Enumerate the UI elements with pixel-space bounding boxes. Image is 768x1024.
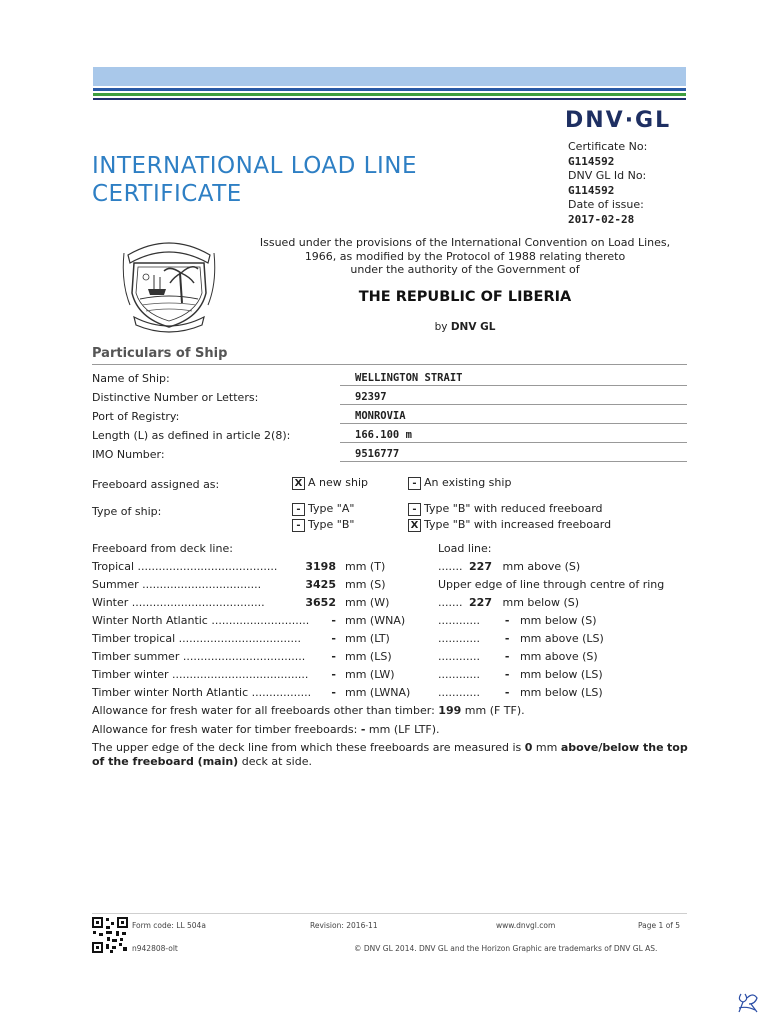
- load-line-entry: [438, 684, 603, 702]
- freeboard-value: -: [331, 632, 336, 645]
- freeboard-value: -: [331, 686, 336, 699]
- leader-dots: .......: [438, 560, 463, 573]
- deck-line-unit: mm: [535, 741, 558, 754]
- ship-name-label: Name of Ship:: [92, 372, 170, 385]
- freeboard-unit: mm (WNA): [345, 614, 406, 627]
- new-ship-text: A new ship: [308, 476, 368, 489]
- ship-name-value: WELLINGTON STRAIT: [355, 372, 463, 384]
- field-underline: [340, 442, 687, 443]
- particulars-heading: Particulars of Ship: [92, 346, 228, 361]
- document-reference: n942808-olt: [132, 944, 178, 953]
- certificate-meta: [568, 140, 647, 227]
- field-underline: [340, 461, 687, 462]
- load-line-entry: [438, 594, 579, 612]
- type-b-increased-option: [408, 518, 611, 532]
- freeboard-value: -: [331, 650, 336, 663]
- fresh-water-label: Allowance for fresh water for all freeboards other than timber:: [92, 704, 435, 717]
- load-line-header: Load line:: [438, 542, 492, 555]
- type-a-checkbox: -: [292, 503, 305, 516]
- leader-dots: .......: [438, 596, 463, 609]
- port-of-registry-label: Port of Registry:: [92, 410, 180, 423]
- certificate-no-value: G114592: [568, 154, 615, 168]
- leader-dots: ............: [438, 614, 480, 627]
- freeboard-name: Winter North Atlantic: [92, 614, 208, 627]
- leader-dots: ............: [438, 686, 480, 699]
- header-band: [93, 67, 686, 86]
- freeboard-assigned-label: Freeboard assigned as:: [92, 478, 220, 491]
- load-line-entry: [438, 666, 603, 684]
- timber-fresh-water-unit: mm (LF LTF).: [368, 723, 440, 736]
- header-rule-blue: [93, 88, 686, 91]
- load-line-desc: mm above (LS): [519, 632, 604, 645]
- ship-type-label: Type of ship:: [92, 505, 162, 518]
- existing-ship-checkbox: -: [408, 477, 421, 490]
- load-line-desc: mm below (S): [502, 596, 580, 609]
- deck-line-value: 0: [524, 741, 533, 754]
- leader-dots: ............................: [207, 614, 310, 627]
- leader-dots: .................: [248, 686, 312, 699]
- freeboard-value: 3198: [305, 560, 336, 573]
- leader-dots: ............: [438, 632, 480, 645]
- freeboard-row-label: [92, 684, 311, 702]
- type-b-text: Type "B": [308, 518, 355, 531]
- load-line-value: -: [504, 614, 510, 627]
- freeboard-row-label: [92, 630, 301, 648]
- freeboard-unit: mm (LW): [345, 668, 395, 681]
- load-line-desc: Upper edge of line through centre of ring: [438, 578, 665, 591]
- imo-number-value: 9516777: [355, 448, 400, 460]
- deck-line-statement: [92, 741, 692, 769]
- type-a-option: [292, 502, 354, 516]
- type-b-reduced-text: Type "B" with reduced freeboard: [424, 502, 603, 515]
- title-line-2: CERTIFICATE: [92, 181, 242, 207]
- form-code: Form code: LL 504a: [132, 921, 206, 930]
- header-rule-green: [93, 93, 686, 96]
- issued-line-1: Issued under the provisions of the International Convention on Load Lines,: [259, 236, 671, 249]
- length-label: Length (L) as defined in article 2(8):: [92, 429, 291, 442]
- load-line-value: 227: [469, 596, 492, 609]
- freeboard-row-label: [92, 666, 308, 684]
- type-a-text: Type "A": [308, 502, 355, 515]
- imo-number-label: IMO Number:: [92, 448, 165, 461]
- load-line-value: 227: [469, 560, 492, 573]
- issued-by-prefix: by: [434, 321, 448, 333]
- dnvgl-id-value: G114592: [568, 183, 615, 197]
- timber-fresh-water-value: -: [360, 723, 366, 736]
- freeboard-value: 3652: [305, 596, 336, 609]
- date-of-issue-label: Date of issue:: [568, 198, 644, 211]
- load-line-entry: [438, 558, 580, 576]
- fresh-water-allowance: [92, 704, 525, 717]
- timber-fresh-water-allowance: [92, 723, 440, 736]
- freeboard-row-label: [92, 612, 309, 630]
- type-b-increased-checkbox: X: [408, 519, 421, 532]
- liberia-seal-icon: [120, 233, 218, 333]
- type-b-option: [292, 518, 354, 532]
- leader-dots: ......................................: [128, 596, 265, 609]
- distinctive-number-label: Distinctive Number or Letters:: [92, 391, 259, 404]
- type-b-reduced-checkbox: -: [408, 503, 421, 516]
- distinctive-number-value: 92397: [355, 391, 387, 403]
- timber-fresh-water-label: Allowance for fresh water for timber freeboards:: [92, 723, 358, 736]
- field-underline: [340, 423, 687, 424]
- freeboard-unit: mm (LT): [345, 632, 390, 645]
- field-underline: [340, 404, 687, 405]
- type-b-checkbox: -: [292, 519, 305, 532]
- load-line-value: -: [504, 686, 510, 699]
- revision: Revision: 2016-11: [310, 921, 378, 930]
- document-title: [92, 152, 417, 208]
- page-number: Page 1 of 5: [638, 921, 681, 930]
- freeboard-row-label: [92, 576, 261, 594]
- issued-line-2: 1966, as modified by the Protocol of 1988 relating thereto: [304, 249, 626, 263]
- freeboard-unit: mm (W): [345, 596, 390, 609]
- leader-dots: ............: [438, 668, 480, 681]
- deck-line-position: above/below the: [560, 741, 664, 754]
- leader-dots: .......................................: [168, 668, 309, 681]
- header-rule-navy: [93, 98, 686, 100]
- deck-line-prefix: The upper edge of the deck line from which these freeboards are measured is: [92, 741, 522, 754]
- type-b-reduced-option: [408, 502, 603, 516]
- handwritten-initials-icon: [735, 988, 761, 1016]
- load-line-desc: mm above (S): [502, 560, 581, 573]
- load-line-entry: [438, 576, 664, 594]
- deck-line-deck: top of the freeboard (main): [92, 741, 688, 768]
- load-line-desc: mm below (S): [519, 614, 597, 627]
- freeboard-unit: mm (T): [345, 560, 386, 573]
- date-of-issue-value: 2017-02-28: [568, 212, 635, 226]
- fresh-water-unit: mm (F TF).: [464, 704, 525, 717]
- type-b-increased-text: Type "B" with increased freeboard: [424, 518, 612, 531]
- load-line-entry: [438, 648, 598, 666]
- certificate-no-label: Certificate No:: [568, 140, 648, 153]
- freeboard-name: Timber summer: [92, 650, 180, 663]
- load-line-value: -: [504, 650, 510, 663]
- title-line-1: INTERNATIONAL LOAD LINE: [92, 153, 417, 179]
- load-line-value: -: [504, 668, 510, 681]
- freeboard-value: -: [331, 614, 336, 627]
- freeboard-name: Tropical: [92, 560, 134, 573]
- load-line-entry: [438, 630, 604, 648]
- issued-by-org: DNV GL: [450, 321, 496, 333]
- section-divider: [92, 364, 687, 365]
- freeboard-name: Winter: [92, 596, 129, 609]
- existing-ship-option: [408, 476, 511, 490]
- leader-dots: ............: [438, 650, 480, 663]
- footer-divider: [92, 913, 687, 914]
- freeboard-value: -: [331, 668, 336, 681]
- port-of-registry-value: MONROVIA: [355, 410, 406, 422]
- load-line-value: -: [504, 632, 510, 645]
- load-line-entry: [438, 612, 597, 630]
- freeboard-name: Timber tropical: [92, 632, 176, 645]
- new-ship-option: [292, 476, 368, 490]
- fresh-water-value: 199: [438, 704, 462, 717]
- load-line-desc: mm below (LS): [519, 668, 603, 681]
- deck-line-suffix: deck at side.: [241, 755, 312, 768]
- freeboard-header: Freeboard from deck line:: [92, 542, 233, 555]
- trademark-notice: © DNV GL 2014. DNV GL and the Horizon Graphic are trademarks of DNV GL AS.: [354, 944, 658, 953]
- leader-dots: ...................................: [175, 632, 302, 645]
- issued-statement: [240, 236, 690, 277]
- freeboard-value: 3425: [305, 578, 336, 591]
- dnvgl-logo: DNV·GL: [565, 108, 672, 133]
- freeboard-unit: mm (LWNA): [345, 686, 411, 699]
- freeboard-row-label: [92, 648, 305, 666]
- new-ship-checkbox: X: [292, 477, 305, 490]
- leader-dots: ........................................: [134, 560, 278, 573]
- issuing-government: THE REPUBLIC OF LIBERIA: [358, 289, 572, 305]
- freeboard-unit: mm (LS): [345, 650, 392, 663]
- website-link[interactable]: www.dnvgl.com: [496, 921, 556, 930]
- freeboard-row-label: [92, 558, 277, 576]
- freeboard-name: Timber winter North Atlantic: [92, 686, 249, 699]
- leader-dots: ..................................: [138, 578, 262, 591]
- issued-line-3: under the authority of the Government of: [350, 263, 580, 276]
- load-line-desc: mm below (LS): [519, 686, 603, 699]
- freeboard-row-label: [92, 594, 265, 612]
- load-line-desc: mm above (S): [519, 650, 598, 663]
- freeboard-name: Summer: [92, 578, 139, 591]
- freeboard-unit: mm (S): [345, 578, 386, 591]
- qr-code-icon: [92, 917, 128, 953]
- freeboard-name: Timber winter: [92, 668, 169, 681]
- issued-by: [240, 321, 690, 333]
- existing-ship-text: An existing ship: [424, 476, 512, 489]
- field-underline: [340, 385, 687, 386]
- dnvgl-id-label: DNV GL Id No:: [568, 169, 647, 182]
- length-value: 166.100 m: [355, 429, 412, 441]
- leader-dots: ...................................: [179, 650, 306, 663]
